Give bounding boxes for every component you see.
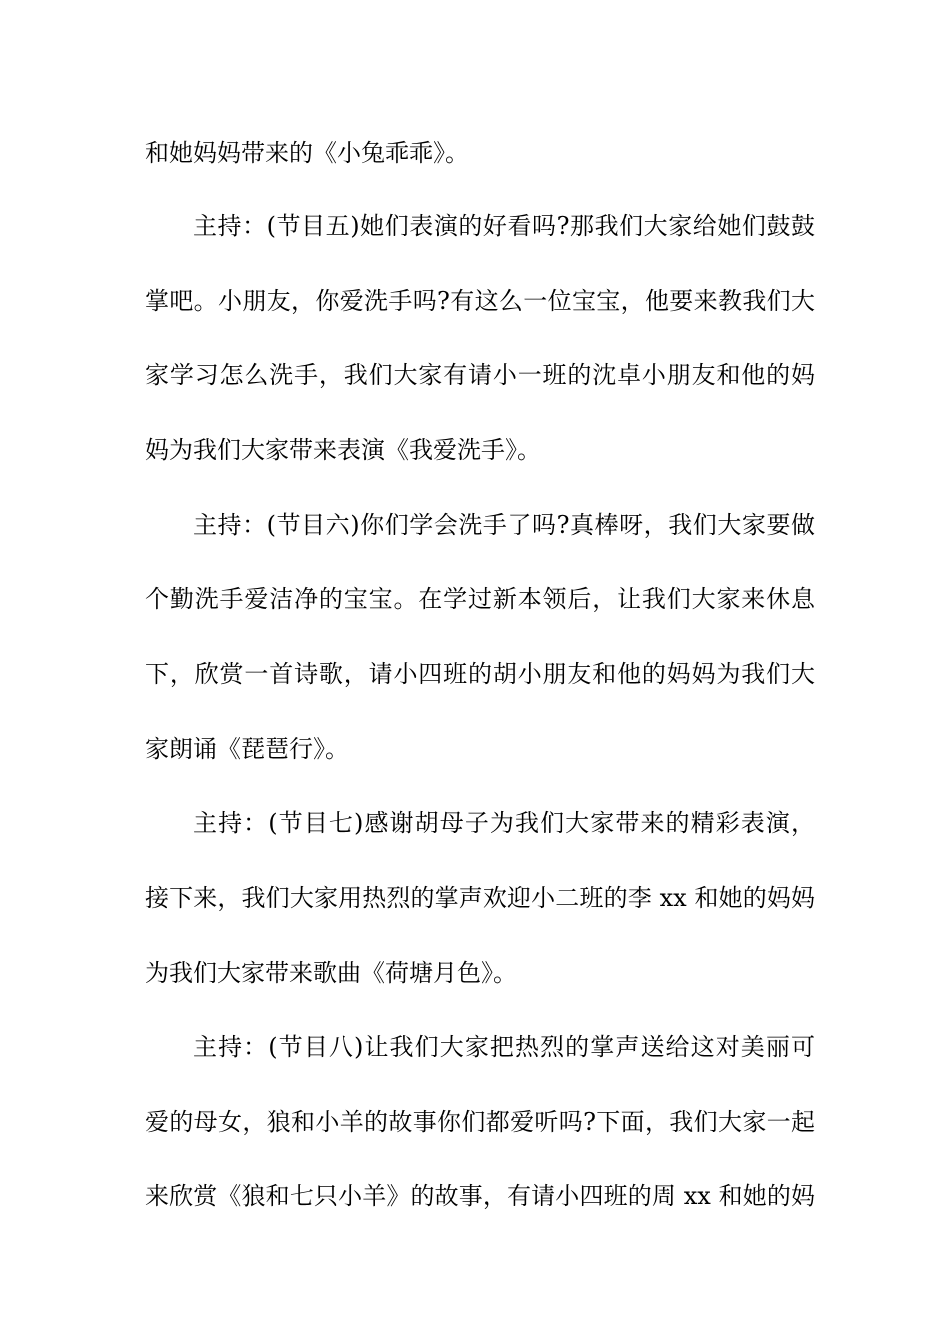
text-line-15: 来欣赏《狼和七只小羊》的故事，有请小四班的周 xx 和她的妈 <box>145 1182 815 1210</box>
text-line-12: 为我们大家带来歌曲《荷塘月色》。 <box>145 959 517 987</box>
text-line-7: 个勤洗手爱洁净的宝宝。在学过新本领后，让我们大家来休息 <box>145 585 815 613</box>
text-line-2: 主持：(节目五)她们表演的好看吗?那我们大家给她们鼓鼓 <box>193 212 815 240</box>
text-line-13: 主持：(节目八)让我们大家把热烈的掌声送给这对美丽可 <box>193 1033 815 1061</box>
text-line-6: 主持：(节目六)你们学会洗手了吗?真棒呀，我们大家要做 <box>193 511 815 539</box>
text-line-1: 和她妈妈带来的《小兔乖乖》。 <box>145 139 469 167</box>
text-line-8: 下，欣赏一首诗歌，请小四班的胡小朋友和他的妈妈为我们大 <box>145 660 815 688</box>
text-line-11: 接下来，我们大家用热烈的掌声欢迎小二班的李 xx 和她的妈妈 <box>145 884 815 912</box>
text-line-10: 主持：(节目七)感谢胡母子为我们大家带来的精彩表演， <box>193 809 815 837</box>
text-line-14: 爱的母女，狼和小羊的故事你们都爱听吗?下面，我们大家一起 <box>145 1108 815 1136</box>
text-line-3: 掌吧。小朋友，你爱洗手吗?有这么一位宝宝，他要来教我们大 <box>145 287 815 315</box>
text-line-5: 妈为我们大家带来表演《我爱洗手》。 <box>145 436 541 464</box>
text-line-9: 家朗诵《琵琶行》。 <box>145 735 349 763</box>
text-line-4: 家学习怎么洗手，我们大家有请小一班的沈卓小朋友和他的妈 <box>145 361 815 389</box>
